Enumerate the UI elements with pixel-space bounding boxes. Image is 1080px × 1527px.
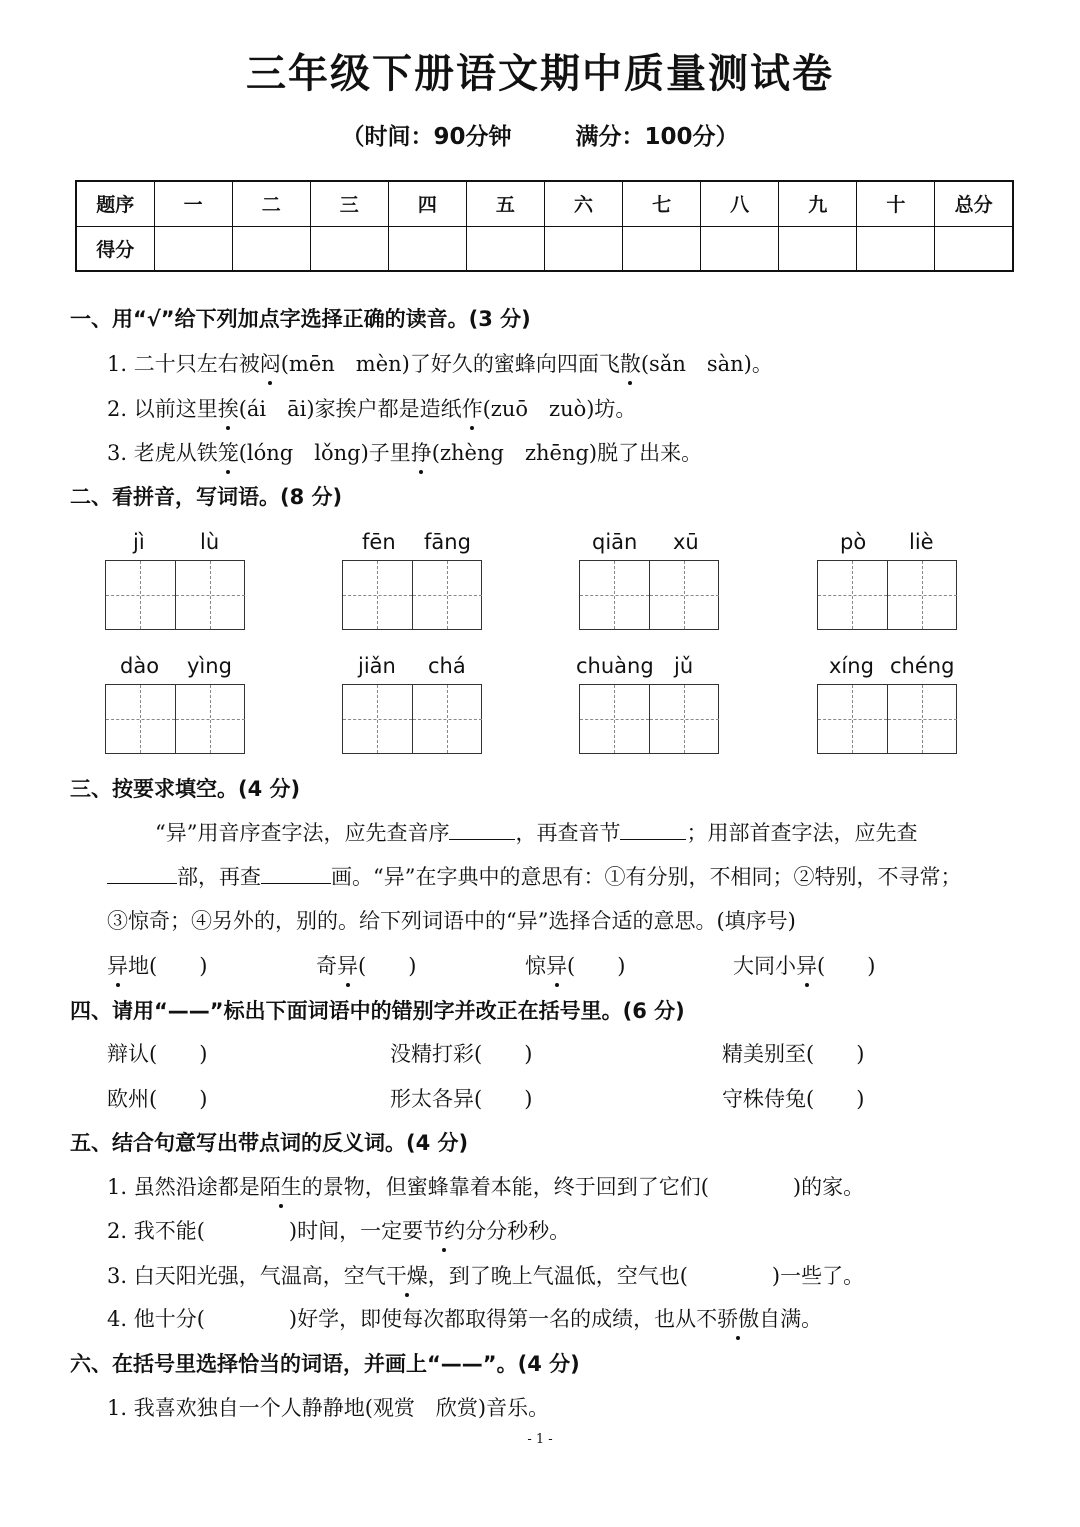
sec3-word-1 bbox=[107, 950, 207, 980]
score-header-cell: 六 bbox=[544, 181, 622, 226]
q-text: (zuō zuò)坊。 bbox=[482, 397, 637, 421]
dotted-char: 异 bbox=[337, 950, 358, 980]
sec5-question-1 bbox=[107, 1171, 864, 1201]
score-header-cell: 总分 bbox=[935, 181, 1013, 226]
dotted-char: 闷 bbox=[260, 348, 281, 378]
q-text: (lóng lǒng)子里 bbox=[238, 441, 411, 465]
pinyin: qiān bbox=[592, 530, 638, 554]
q-text: “异”用音序查字法，应先查音序 bbox=[155, 821, 450, 845]
score-cell[interactable] bbox=[779, 226, 857, 271]
q-text: (zhèng zhēng)脱了出来。 bbox=[431, 441, 703, 465]
score-cell[interactable] bbox=[857, 226, 935, 271]
q-text: 的景物，但蜜蜂靠着本能，终于回到了它们( )的家。 bbox=[301, 1175, 865, 1199]
score-cell[interactable] bbox=[232, 226, 310, 271]
score-cell[interactable] bbox=[154, 226, 232, 271]
pinyin: chuàng bbox=[576, 654, 654, 678]
q-text: ，到了晚上气温低，空气也( )一些了。 bbox=[427, 1264, 865, 1288]
q-text: ( ) bbox=[358, 954, 417, 978]
score-cell[interactable] bbox=[623, 226, 701, 271]
score-header-cell: 题序 bbox=[76, 181, 154, 226]
pinyin: jì bbox=[133, 530, 145, 554]
score-cell[interactable] bbox=[701, 226, 779, 271]
dotted-word: 骄傲 bbox=[717, 1303, 759, 1333]
score-header-cell: 三 bbox=[310, 181, 388, 226]
sec5-question-2 bbox=[107, 1215, 570, 1245]
dotted-char: 笼 bbox=[218, 437, 239, 467]
pinyin: dào bbox=[120, 654, 160, 678]
q-text: ( ) bbox=[567, 954, 626, 978]
writing-grid[interactable] bbox=[579, 684, 719, 754]
score-cell[interactable] bbox=[466, 226, 544, 271]
q-text: 奇 bbox=[316, 954, 337, 978]
pinyin: liè bbox=[909, 530, 934, 554]
score-cell[interactable] bbox=[388, 226, 466, 271]
dotted-char: 散 bbox=[620, 348, 641, 378]
sec3-paragraph-line-1 bbox=[155, 817, 917, 847]
score-table-header-row bbox=[76, 181, 1013, 226]
answer-blank[interactable] bbox=[261, 862, 331, 884]
sec3-paragraph-line-2 bbox=[107, 861, 961, 891]
score-header-cell: 五 bbox=[466, 181, 544, 226]
q-text: 大同小 bbox=[733, 954, 796, 978]
q-text: (ái āi)家挨户都是造纸 bbox=[238, 397, 462, 421]
score-header-cell: 二 bbox=[232, 181, 310, 226]
pinyin: fāng bbox=[424, 530, 471, 554]
section-4-title: 四、请用“——”标出下面词语中的错别字并改正在括号里。(6 分) bbox=[70, 999, 685, 1023]
sec1-question-2 bbox=[107, 393, 636, 423]
q-text: 1. 二十只左右被 bbox=[107, 352, 260, 376]
pinyin: lù bbox=[200, 530, 220, 554]
pinyin: yìng bbox=[187, 654, 232, 678]
pinyin: pò bbox=[840, 530, 867, 554]
answer-blank[interactable] bbox=[449, 818, 515, 840]
dotted-char: 挨 bbox=[218, 393, 239, 423]
q-text: 部，再查 bbox=[177, 865, 261, 889]
score-cell[interactable] bbox=[935, 226, 1013, 271]
page-title: 三年级下册语文期中质量测试卷 bbox=[246, 51, 834, 97]
score-header-cell: 七 bbox=[623, 181, 701, 226]
dotted-word: 陌生 bbox=[260, 1171, 302, 1201]
answer-blank[interactable] bbox=[620, 818, 686, 840]
writing-grid[interactable] bbox=[579, 560, 719, 630]
sec1-question-3 bbox=[107, 437, 702, 467]
writing-grid[interactable] bbox=[105, 560, 245, 630]
q-text: ；用部首查字法，应先查 bbox=[686, 821, 918, 845]
dotted-char: 异 bbox=[546, 950, 567, 980]
score-table bbox=[75, 180, 1014, 272]
section-2-title: 二、看拼音，写词语。(8 分) bbox=[70, 485, 343, 509]
dotted-word: 干燥 bbox=[386, 1260, 428, 1290]
q-text: 分分秒秒。 bbox=[465, 1219, 571, 1243]
q-text: 惊 bbox=[525, 954, 546, 978]
score-header-cell: 九 bbox=[779, 181, 857, 226]
sec3-word-4 bbox=[733, 950, 875, 980]
dotted-char: 作 bbox=[462, 393, 483, 423]
q-text: 3. 老虎从铁 bbox=[107, 441, 218, 465]
score-table-score-row bbox=[76, 226, 1013, 271]
score-header-cell: 十 bbox=[857, 181, 935, 226]
dotted-char: 异 bbox=[107, 950, 128, 980]
exam-info bbox=[0, 118, 1080, 151]
pinyin: chá bbox=[428, 654, 466, 678]
answer-blank[interactable] bbox=[107, 862, 177, 884]
q-text: ，再查音节 bbox=[515, 821, 621, 845]
dotted-char: 异 bbox=[796, 950, 817, 980]
score-cell[interactable] bbox=[310, 226, 388, 271]
section-6-title: 六、在括号里选择恰当的词语，并画上“——”。(4 分) bbox=[70, 1352, 580, 1376]
time-info: （时间：90分钟 bbox=[341, 124, 512, 150]
pinyin: xíng bbox=[829, 654, 874, 678]
q-text: 1. 虽然沿途都是 bbox=[107, 1175, 260, 1199]
q-text: 2. 以前这里 bbox=[107, 397, 218, 421]
page-number: - 1 - bbox=[527, 1432, 553, 1447]
score-row-label: 得分 bbox=[76, 226, 154, 271]
score-header-cell: 一 bbox=[154, 181, 232, 226]
pinyin: xū bbox=[673, 530, 699, 554]
writing-grid[interactable] bbox=[342, 560, 482, 630]
section-3-title: 三、按要求填空。(4 分) bbox=[70, 777, 301, 801]
score-cell[interactable] bbox=[544, 226, 622, 271]
pinyin: fēn bbox=[362, 530, 396, 554]
sec1-question-1 bbox=[107, 348, 773, 378]
sec4-item: 精美别至( ) bbox=[722, 1042, 865, 1066]
sec4-item: 欧州( ) bbox=[107, 1087, 208, 1111]
pinyin: jǔ bbox=[674, 654, 694, 678]
sec6-question-1: 1. 我喜欢独自一个人静静地(观赏 欣赏)音乐。 bbox=[107, 1396, 550, 1420]
section-1-title: 一、用“√”给下列加点字选择正确的读音。(3 分) bbox=[70, 307, 531, 331]
q-text: 地( ) bbox=[128, 954, 208, 978]
q-text: 自满。 bbox=[759, 1307, 823, 1331]
sec3-word-2 bbox=[316, 950, 416, 980]
dotted-char: 挣 bbox=[411, 437, 432, 467]
score-header-cell: 八 bbox=[701, 181, 779, 226]
score-header-cell: 四 bbox=[388, 181, 466, 226]
pinyin: jiǎn bbox=[358, 654, 396, 678]
section-5-title: 五、结合句意写出带点词的反义词。(4 分) bbox=[70, 1131, 469, 1155]
sec4-item: 没精打彩( ) bbox=[390, 1042, 533, 1066]
sec3-paragraph-line-3: ③惊奇；④另外的，别的。给下列词语中的“异”选择合适的意思。(填序号) bbox=[107, 909, 796, 933]
sec5-question-3 bbox=[107, 1260, 864, 1290]
pinyin: chéng bbox=[890, 654, 955, 678]
q-text: 2. 我不能( )时间，一定要 bbox=[107, 1219, 424, 1243]
q-text: (sǎn sàn)。 bbox=[640, 352, 773, 376]
q-text: 3. 白天阳光强，气温高，空气 bbox=[107, 1264, 386, 1288]
q-text: (mēn mèn)了好久的蜜蜂向四面飞 bbox=[280, 352, 620, 376]
sec4-item: 守株侍兔( ) bbox=[722, 1087, 865, 1111]
writing-grid[interactable] bbox=[342, 684, 482, 754]
sec5-question-4 bbox=[107, 1303, 822, 1333]
full-score-info: 满分：100分） bbox=[575, 124, 739, 150]
sec4-item: 形太各异( ) bbox=[390, 1087, 533, 1111]
q-text: 4. 他十分( )好学，即使每次都取得第一名的成绩，也从不 bbox=[107, 1307, 718, 1331]
writing-grid[interactable] bbox=[105, 684, 245, 754]
writing-grid[interactable] bbox=[817, 684, 957, 754]
dotted-word: 节约 bbox=[423, 1215, 465, 1245]
q-text: 画。“异”在字典中的意思有：①有分别，不相同；②特别，不寻常； bbox=[331, 865, 962, 889]
writing-grid[interactable] bbox=[817, 560, 957, 630]
sec4-item: 辩认( ) bbox=[107, 1042, 208, 1066]
sec3-word-3 bbox=[525, 950, 625, 980]
q-text: ( ) bbox=[817, 954, 876, 978]
